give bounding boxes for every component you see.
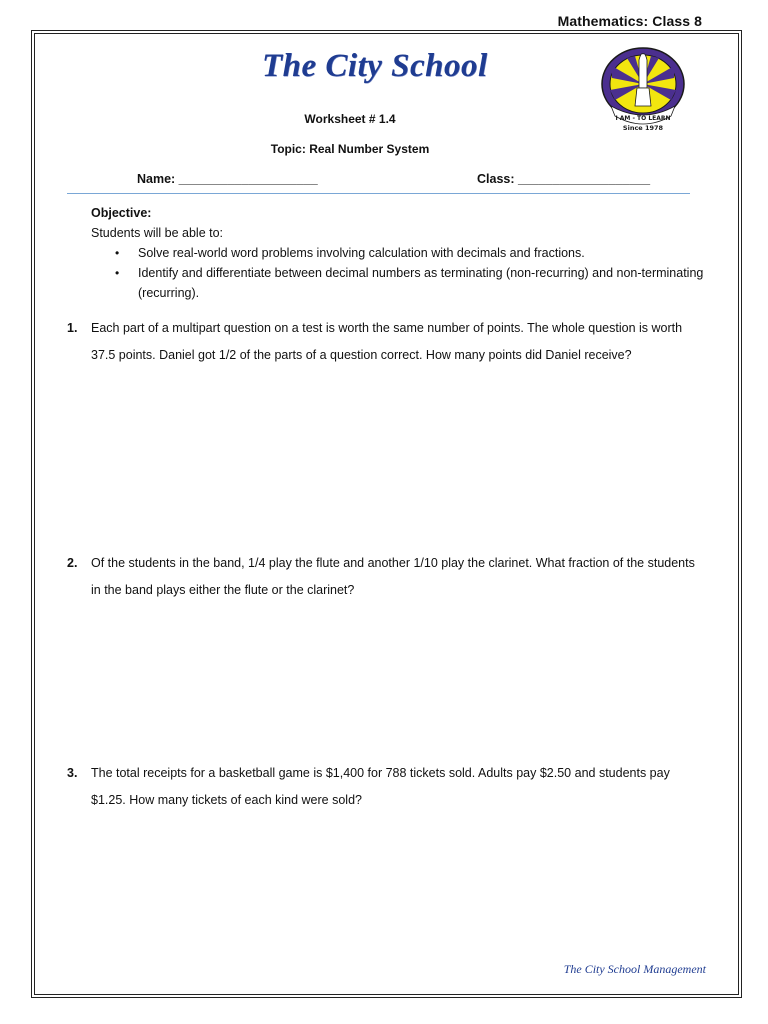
footer-signature: The City School Management bbox=[563, 962, 706, 976]
bullet-icon: • bbox=[115, 266, 120, 280]
objective-item-text: Solve real-world word problems involving calculation with decimals and fractions. bbox=[138, 246, 585, 260]
header-divider bbox=[67, 193, 690, 194]
school-title: The City School bbox=[262, 48, 488, 84]
objective-heading: Objective: bbox=[91, 206, 152, 220]
question-2 bbox=[67, 550, 707, 603]
objective-item-text: Identify and differentiate between decimal numbers as terminating (non-recurring) and non-terminating (recurring). bbox=[138, 266, 704, 300]
question-number: 1. bbox=[67, 321, 78, 335]
question-3 bbox=[67, 760, 707, 813]
question-text: Of the students in the band, 1/4 play the flute and another 1/10 play the clarinet. What fraction of the students in the band plays either the flute or the clarinet? bbox=[91, 556, 695, 597]
objective-item bbox=[115, 263, 711, 303]
objective-item bbox=[115, 243, 711, 263]
bullet-icon: • bbox=[115, 246, 120, 260]
objective-list bbox=[91, 243, 711, 303]
subject-class-label: Mathematics: Class 8 bbox=[557, 13, 702, 29]
worksheet-number: Worksheet # 1.4 bbox=[304, 112, 396, 126]
logo-motto: I AM - TO LEARN bbox=[615, 115, 671, 122]
logo-since: Since 1978 bbox=[622, 124, 664, 132]
question-1 bbox=[67, 315, 707, 368]
question-number: 2. bbox=[67, 556, 78, 570]
objective-intro: Students will be able to: bbox=[91, 226, 224, 240]
question-text: The total receipts for a basketball game is $1,400 for 788 tickets sold. Adults pay $2.50 and students pay $1.25. How many tickets of each kind were sold? bbox=[91, 766, 670, 807]
worksheet-topic: Topic: Real Number System bbox=[270, 142, 430, 156]
name-field: Name: ____________________ bbox=[137, 172, 318, 186]
class-field: Class: ___________________ bbox=[477, 172, 651, 186]
objective-section bbox=[91, 203, 711, 303]
question-text: Each part of a multipart question on a test is worth the same number of points. The whole question is worth 37.5 points. Daniel got 1/2 of the parts of a question correct. How many points did Daniel receive? bbox=[91, 321, 683, 362]
question-number: 3. bbox=[67, 766, 78, 780]
